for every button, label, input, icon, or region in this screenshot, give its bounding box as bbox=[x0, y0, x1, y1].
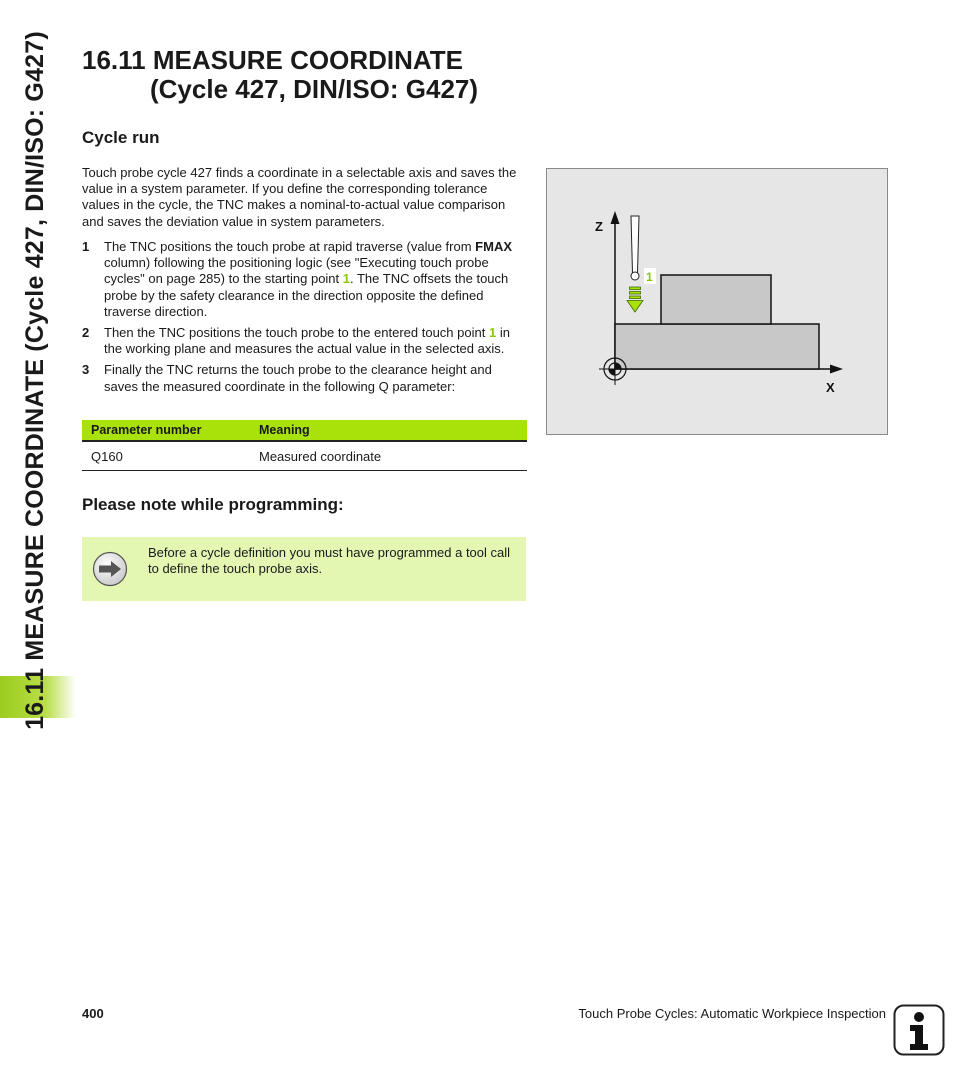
cycle-diagram-svg bbox=[547, 169, 887, 434]
info-icon bbox=[893, 1004, 945, 1056]
point-1-label: 1 bbox=[646, 270, 653, 284]
page-number: 400 bbox=[82, 1006, 104, 1021]
table-header-row bbox=[82, 420, 527, 441]
cycle-run-intro: Touch probe cycle 427 finds a coordinate in a selectable axis and saves the value in a system parameter. If you define the corresponding tolerance values in the cycle, the TNC makes a nominal-to-actual value comparison and saves the deviation value in system parameters. bbox=[82, 165, 517, 229]
footer-title: Touch Probe Cycles: Automatic Workpiece Inspection bbox=[578, 1006, 886, 1021]
step-text-part: The TNC positions the touch probe at rapid traverse (value from bbox=[104, 239, 476, 254]
page-title bbox=[82, 46, 478, 104]
programming-note-heading: Please note while programming: bbox=[82, 495, 344, 514]
workpiece-base bbox=[615, 324, 819, 369]
step-text-part: Then the TNC positions the touch probe to the entered touch point bbox=[104, 325, 489, 341]
parameter-table bbox=[82, 420, 527, 471]
approach-arrow-bar bbox=[630, 287, 641, 290]
x-axis-arrow bbox=[830, 365, 843, 374]
step-text bbox=[104, 325, 528, 357]
note-text: Before a cycle definition you must have programmed a tool call to define the touch probe axis. bbox=[148, 545, 511, 576]
step-text: Finally the TNC returns the touch probe to the clearance height and saves the measured coordinate in the following Q parameter: bbox=[104, 362, 492, 394]
step-number: 2 bbox=[82, 325, 90, 341]
probe-stylus-icon bbox=[631, 216, 639, 273]
step-keyword: FMAX bbox=[475, 239, 513, 254]
approach-arrow-bar bbox=[630, 296, 641, 299]
step-point-ref: 1 bbox=[342, 271, 350, 287]
step-text-part: column) following the positioning logic (see "Executing touch probe cycles" on page 285) to the starting point bbox=[104, 255, 489, 287]
cycle-diagram bbox=[546, 168, 888, 435]
step-text-part: in the working plane and measures the actual value in the selected axis. bbox=[104, 325, 510, 357]
probe-tip bbox=[631, 272, 639, 280]
step-number: 1 bbox=[82, 239, 90, 254]
z-axis-arrow bbox=[611, 211, 620, 224]
step-text bbox=[104, 239, 528, 320]
workpiece-step bbox=[661, 275, 771, 324]
x-axis-label: X bbox=[826, 380, 835, 395]
side-chapter-title bbox=[10, 30, 60, 730]
table-row bbox=[82, 441, 527, 471]
approach-arrow-head bbox=[627, 301, 643, 313]
header-parameter-number: Parameter number bbox=[82, 420, 250, 441]
step-number: 3 bbox=[82, 362, 90, 378]
arrow-right-icon bbox=[92, 551, 128, 587]
step-item bbox=[82, 325, 528, 357]
header-meaning: Meaning bbox=[250, 420, 527, 441]
table-cell-meaning: Measured coordinate bbox=[250, 441, 527, 471]
approach-arrow-bar bbox=[630, 292, 641, 295]
table-cell-parameter: Q160 bbox=[82, 441, 250, 471]
step-point-ref: 1 bbox=[488, 325, 497, 341]
page-title-line2: (Cycle 427, DIN/ISO: G427) bbox=[150, 74, 479, 104]
step-text-part: . The TNC offsets the touch probe by the safety clearance in the direction opposite the defined traverse direction. bbox=[104, 271, 509, 319]
page-title-line1: 16.11 MEASURE COORDINATE bbox=[82, 45, 463, 75]
datum-icon-quadrant bbox=[609, 369, 615, 375]
note-box bbox=[82, 537, 526, 601]
cycle-run-heading: Cycle run bbox=[82, 128, 160, 147]
steps-list bbox=[82, 239, 528, 400]
step-item bbox=[82, 239, 528, 320]
side-chapter-title-text: 16.11 MEASURE COORDINATE (Cycle 427, DIN/ISO: G427) bbox=[20, 30, 49, 730]
step-item bbox=[82, 362, 528, 394]
z-axis-label: Z bbox=[595, 219, 603, 234]
